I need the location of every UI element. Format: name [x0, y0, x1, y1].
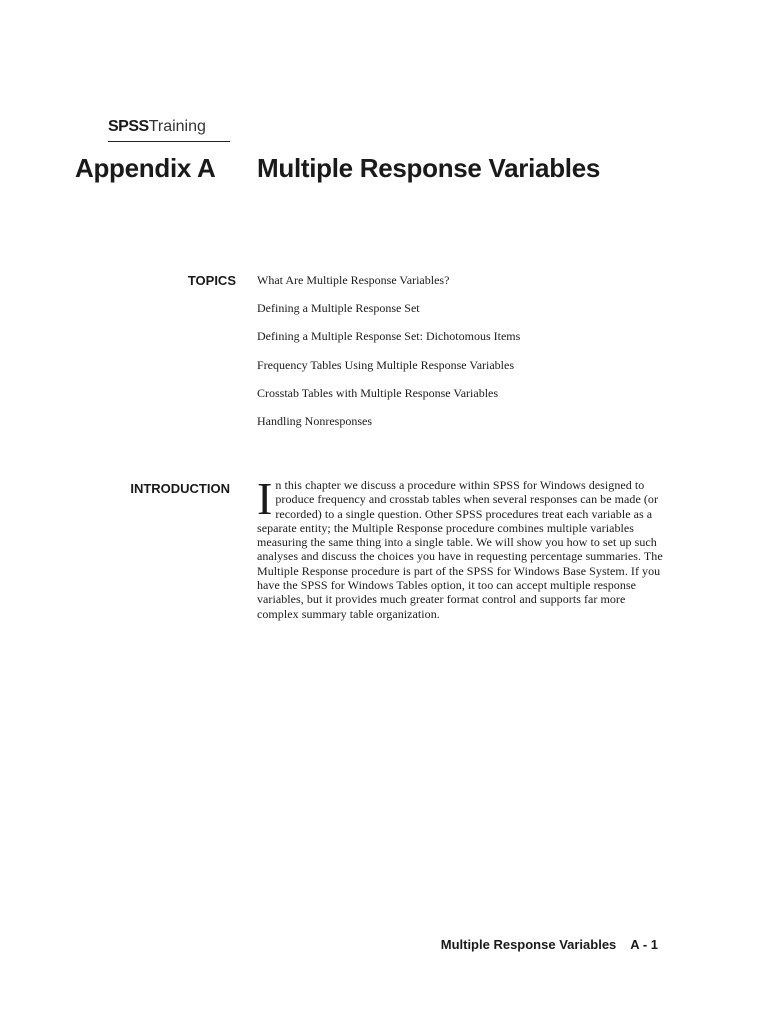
drop-cap: I	[257, 473, 273, 524]
introduction-paragraph	[257, 473, 667, 621]
topic-item: Frequency Tables Using Multiple Response Variables	[257, 357, 515, 372]
topics-list	[257, 271, 677, 440]
brand-header	[108, 117, 230, 142]
chapter-title: Multiple Response Variables	[257, 153, 601, 183]
topic-item: What Are Multiple Response Variables?	[257, 273, 450, 287]
topic-item: Defining a Multiple Response Set	[257, 301, 420, 316]
topic-item: Handling Nonresponses	[257, 413, 372, 428]
chapter-heading	[0, 150, 768, 190]
topics-label: TOPICS	[187, 273, 236, 288]
appendix-label: Appendix A	[75, 153, 216, 183]
page-number: A - 1	[630, 937, 658, 952]
footer-running-title: Multiple Response Variables	[440, 937, 617, 952]
topic-item: Crosstab Tables with Multiple Response Variables	[257, 385, 499, 400]
topic-item: Defining a Multiple Response Set: Dichotomous Items	[257, 329, 521, 344]
brand-name: SPSS	[108, 118, 149, 135]
introduction-body: n this chapter we discuss a procedure within SPSS for Windows designed to produce frequency and crosstab tables when several responses can be made (or recorded) to a single question. Other SPSS procedures treat each variable as a separate entity; the Multiple Response procedure combines multiple variables measuring the same thing into a single table. We will show you how to set up such analyses and discuss the choices you have in requesting percentage summaries. The Multiple Response procedure is part of the SPSS for Windows Base System. If you have the SPSS for Windows Tables option, it too can accept multiple response variables, but it provides much greater format control and supports far more complex summary table organization.	[257, 478, 663, 621]
page-footer	[441, 936, 658, 954]
brand-subtitle: Training	[148, 118, 206, 135]
introduction-label: INTRODUCTION	[130, 481, 230, 496]
